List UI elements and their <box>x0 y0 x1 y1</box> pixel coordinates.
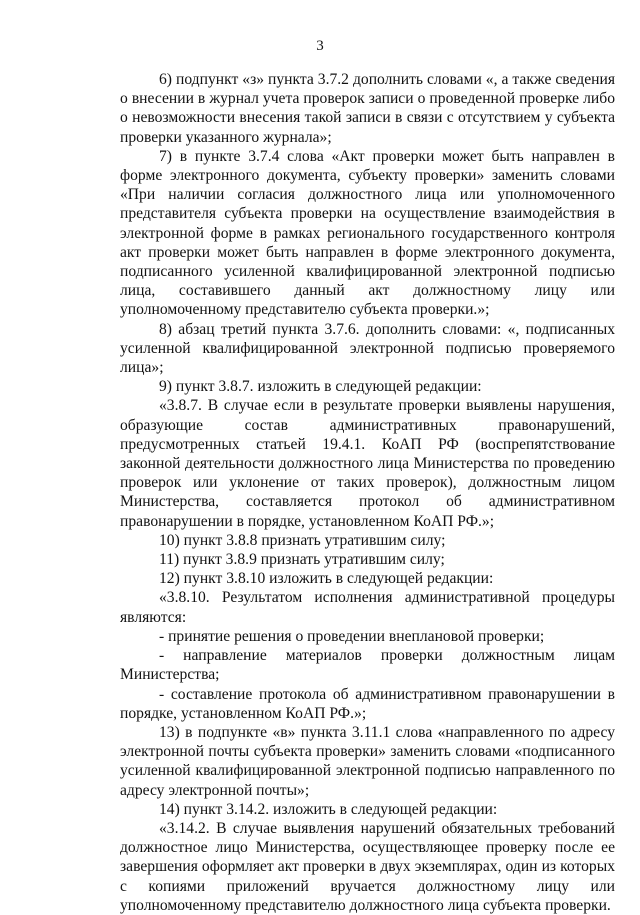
paragraph-quote-3-8-10: «3.8.10. Результатом исполнения административной процедуры являются: <box>120 589 615 626</box>
paragraph-item-14: 14) пункт 3.14.2. изложить в следующей редакции: <box>159 800 498 818</box>
paragraph-quote-3-8-7: «3.8.7. В случае если в результате проверки выявлены нарушения, образующие состав административных правонарушений, предусмотренных статьей 19.4.1. КоАП РФ (воспрепятствование законной деятельности должностного лица Министерства по проведению проверок или уклонение от таких проверок), должностным лицом Министерства, составляется протокол об административном правонарушении в порядке, установленном КоАП РФ.»; <box>120 397 615 530</box>
paragraph-bullet-3: - составление протокола об административном правонарушении в порядке, установленном КоАП РФ.»; <box>120 685 615 722</box>
paragraph-item-11: 11) пункт 3.8.9 признать утратившим силу; <box>159 551 445 569</box>
paragraph-item-13: 13) в подпункте «в» пункта 3.11.1 слова «направленного по адресу электронной почты субъекта проверки» заменить словами «подписанного усиленной квалифицированной электронной подписью направленного по адресу электронной почты»; <box>120 723 615 799</box>
paragraph-item-6: 6) подпункт «з» пункта 3.7.2 дополнить словами «, а также сведения о внесении в журнал учета проверок записи о проведенной проверке либо о невозможности внесения такой записи в связи с отсутствием у субъекта проверки указанного журнала»; <box>120 71 615 146</box>
paragraph-item-8: 8) абзац третий пункта 3.7.6. дополнить словами: «, подписанных усиленной квалифицированной электронной подписью проверяемого лица»; <box>120 320 615 377</box>
paragraph-item-9: 9) пункт 3.8.7. изложить в следующей редакции: <box>159 378 482 396</box>
paragraph-quote-3-14-2: «3.14.2. В случае выявления нарушений обязательных требований должностное лицо Министерства, осуществляющее проверку после ее завершения оформляет акт проверки в двух экземплярах, один из которых с копиями приложений вручается должностному лицу или уполномоченному представителю должностного лица субъекта проверки. <box>120 819 615 914</box>
page-number: 3 <box>316 38 324 54</box>
paragraph-bullet-2: - направление материалов проверки должностным лицам Министерства; <box>120 647 615 684</box>
paragraph-item-10: 10) пункт 3.8.8 признать утратившим силу; <box>159 531 446 549</box>
paragraph-item-7: 7) в пункте 3.7.4 слова «Акт проверки может быть направлен в форме электронного документа, субъекту проверки» заменить словами «При наличии согласия должностного лица или уполномоченного представителя субъекта проверки на осуществление взаимодействия в электронной форме в рамках регионального государственного контроля акт проверки может быть направлен в форме электронного документа, подписанного усиленной квалифицированной электронной подписью лица, составившего данный акт должностному лицу или уполномоченному представителю субъекта проверки.»; <box>120 147 615 319</box>
paragraph-item-12: 12) пункт 3.8.10 изложить в следующей редакции: <box>159 570 494 588</box>
paragraph-bullet-1: - принятие решения о проведении внеплановой проверки; <box>159 627 545 645</box>
document-body <box>120 70 615 915</box>
